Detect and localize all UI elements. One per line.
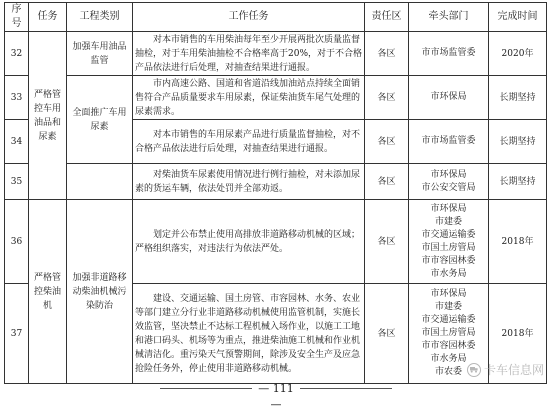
district-cell: 各区 bbox=[365, 200, 409, 284]
row-number: 36 bbox=[5, 200, 29, 284]
deadline-cell: 长期坚持 bbox=[489, 120, 547, 164]
header-cell-deadline: 完成时间 bbox=[489, 3, 547, 32]
district-cell: 各区 bbox=[365, 284, 409, 384]
header-cell-category: 工程类别 bbox=[67, 3, 133, 32]
district-cell: 各区 bbox=[365, 76, 409, 120]
district-cell: 各区 bbox=[365, 32, 409, 76]
task-group-cell: 严格管控车用油品和尿素 bbox=[29, 32, 67, 200]
page-footer bbox=[0, 381, 550, 411]
department-cell: 市环保局 市建委 市交通运输委 市国土房管局 市市容园林委 市水务局 bbox=[409, 200, 489, 284]
category-cell: 加强非道路移动柴油机械污染防治 bbox=[67, 200, 133, 384]
work-cell: 划定并公布禁止使用高排放非道路移动机械的区域；严格组织落实，对违法行为依法严处。 bbox=[133, 200, 365, 284]
district-cell: 各区 bbox=[365, 164, 409, 200]
work-cell: 对本市销售的车用尿素产品进行质量监督抽检，对不合格产品依法进行后处理，对抽查结果进行通报。 bbox=[133, 120, 365, 164]
deadline-cell: 2018年 bbox=[489, 284, 547, 384]
watermark bbox=[467, 361, 544, 378]
header-cell-department: 牵头部门 bbox=[409, 3, 489, 32]
table-row bbox=[5, 200, 547, 284]
document-page bbox=[4, 2, 546, 384]
department-cell: 市环保局 市公安交管局 bbox=[409, 164, 489, 200]
watermark-text: 卡车信息网 bbox=[483, 363, 544, 377]
table-row bbox=[5, 76, 547, 120]
page-number: — 111 — bbox=[258, 382, 294, 411]
task-group-cell: 严格管控柴油机 bbox=[29, 200, 67, 384]
table-header-row bbox=[5, 3, 547, 32]
row-number: 32 bbox=[5, 32, 29, 76]
footer-rule-left bbox=[160, 388, 252, 389]
header-cell-task: 任务 bbox=[29, 3, 67, 32]
deadline-cell: 长期坚持 bbox=[489, 164, 547, 200]
district-cell: 各区 bbox=[365, 120, 409, 164]
header-cell-district: 责任区 bbox=[365, 3, 409, 32]
work-cell: 市内高速公路、国道和省道沿线加油站点持续全面销售符合产品质量要求车用尿素，保证柴油货车尾气处理的尿素需求。 bbox=[133, 76, 365, 120]
deadline-cell: 2018年 bbox=[489, 200, 547, 284]
work-cell: 对柴油货车尿素使用情况进行例行抽检，对未添加尿素的货运车辆，依法处罚并全部劝返。 bbox=[133, 164, 365, 200]
work-cell: 建设、交通运输、国土房管、市容园林、水务、农业等部门建立分行业非道路移动机械使用监管机制，实施长效监管，坚决禁止不达标工程机械入场作业，以施工工地和港口码头、机场等为重点，推进柴油施工机械和作业机械清洁化。重污染天气预警期间，除涉及安全生产及应急抢险任务外，停止使用非道路移动机械。 bbox=[133, 284, 365, 384]
task-table bbox=[4, 2, 547, 384]
header-cell-no: 序号 bbox=[5, 3, 29, 32]
category-cell: 加强车用油品监管 bbox=[67, 32, 133, 76]
department-cell: 市市场监管委 bbox=[409, 32, 489, 76]
footer-rule-right bbox=[300, 388, 392, 389]
table-row bbox=[5, 32, 547, 76]
header-cell-work: 工作任务 bbox=[133, 3, 365, 32]
category-cell bbox=[67, 164, 133, 200]
row-number: 37 bbox=[5, 284, 29, 384]
row-number: 35 bbox=[5, 164, 29, 200]
deadline-cell: 2020年 bbox=[489, 32, 547, 76]
row-number: 34 bbox=[5, 120, 29, 164]
department-cell: 市市场监管委 bbox=[409, 120, 489, 164]
department-cell: 市环保局 bbox=[409, 76, 489, 120]
table-row bbox=[5, 164, 547, 200]
truck-logo-icon bbox=[467, 363, 481, 377]
work-cell: 对本市销售的车用柴油每年至少开展两批次质量监督抽检，对于车用柴油抽检不合格率高于20%，对于不合格产品依法进行后处理，对抽查结果进行通报。 bbox=[133, 32, 365, 76]
deadline-cell: 长期坚持 bbox=[489, 76, 547, 120]
category-cell: 全面推广车用尿素 bbox=[67, 76, 133, 164]
department-cell: 市环保局 市建委 市交通运输委 市国土房管局 市市容园林委 市水务局 市农委 bbox=[409, 284, 489, 384]
row-number: 33 bbox=[5, 76, 29, 120]
